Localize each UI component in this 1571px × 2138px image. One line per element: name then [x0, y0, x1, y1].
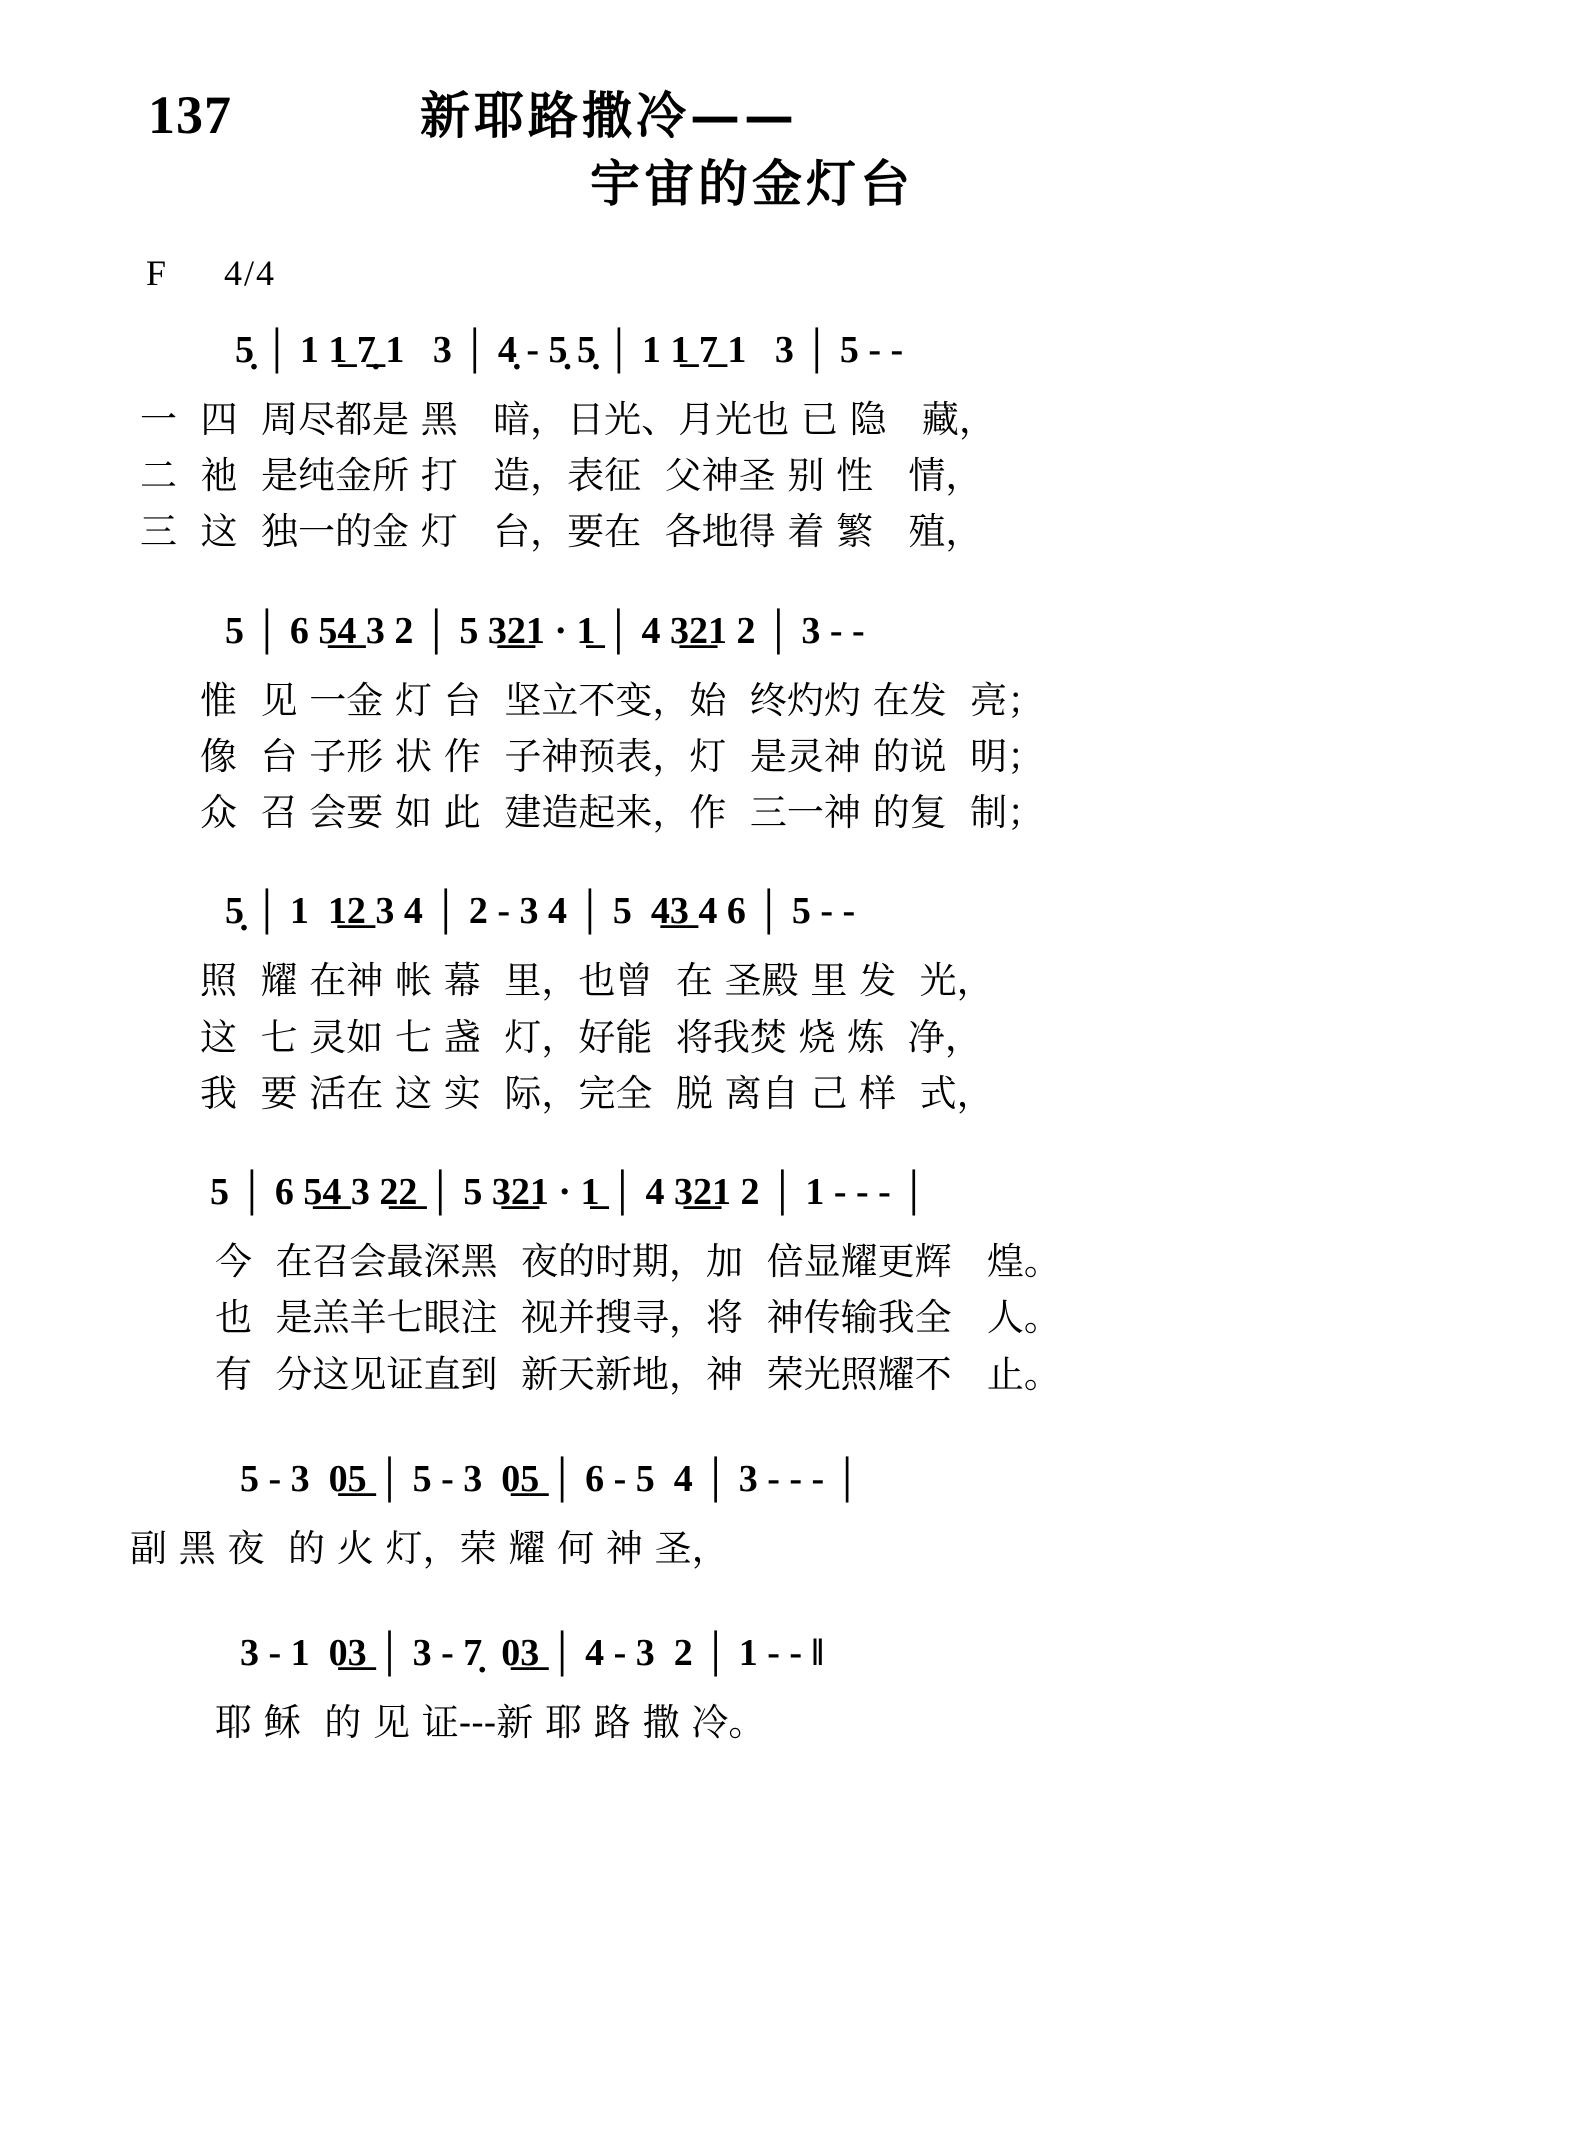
hymn-number: 137 [148, 85, 232, 145]
lyric-line: 也 是羔羊七眼注 视并搜寻，将 神传输我全 人。 [215, 1296, 1061, 1340]
lyric-line: 耶 稣 的 见 证---新 耶 路 撒 冷。 [215, 1701, 766, 1745]
lyric-line: 惟 见 一金 灯 台 坚立不变，始 终灼灼 在发 亮； [200, 678, 1045, 722]
notation-row: 5 │ 6 5̲4̲ 3 2 │ 5 3̲2̲1 · 1̲ │ 4 3̲2̲1 2 │ 3 - - [225, 609, 865, 652]
lyric-line: 有 分这见证直到 新天新地，神 荣光照耀不 止。 [215, 1352, 1061, 1396]
time-signature: 4/4 [224, 253, 277, 293]
notation-row: 3 - 1 0̲3̲ │ 3 - 7̣ 0̲3̲ │ 4 - 3 2 │ 1 - - ‖ [240, 1632, 824, 1675]
lyric-line: 三 这 独一的金 灯 台，要在 各地得 着 繁 殖， [140, 510, 983, 554]
hymn-title [420, 82, 1160, 217]
music-system-3 [0, 891, 1571, 1122]
lyric-line: 今 在召会最深黑 夜的时期，加 倍显耀更辉 煌。 [215, 1240, 1061, 1284]
key-and-time-signature [146, 252, 276, 294]
page-header [0, 0, 1571, 293]
music-system-chorus-1 [0, 1459, 1571, 1577]
title-line-2: 宇宙的金灯台 [590, 153, 914, 213]
notation-row: 5 │ 6 5̲4̲ 3 2̲2̲ │ 5 3̲2̲1 · 1̲ │ 4 3̲2̲1 2 │ 1 - - - │ [210, 1171, 928, 1214]
lyric-line: 我 要 活在 这 实 际，完全 脱 离自 己 样 式， [200, 1071, 994, 1115]
lyric-line: 这 七 灵如 七 盏 灯，好能 将我焚 烧 炼 净， [200, 1015, 982, 1059]
lyric-line: 一 四 周尽都是 黑 暗，日光、月光也 已 隐 藏， [140, 398, 996, 441]
lyric-line: 二 祂 是纯金所 打 造，表征 父神圣 别 性 情， [140, 454, 983, 498]
music-system-4 [0, 1172, 1571, 1403]
lyric-line: 照 耀 在神 帐 幕 里，也曾 在 圣殿 里 发 光， [200, 959, 994, 1003]
music-systems [0, 330, 1571, 1777]
notation-row: 5 - 3 0̲5̲ │ 5 - 3 0̲5̲ │ 6 - 5 4 │ 3 - - - │ [240, 1457, 861, 1500]
music-system-1 [0, 330, 1571, 561]
music-system-chorus-2 [0, 1633, 1571, 1751]
key-signature: F [146, 253, 169, 293]
lyric-line: 众 召 会要 如 此 建造起来，作 三一神 的复 制； [200, 791, 1045, 835]
notation-row: 5̣ │ 1 1̲2̲ 3 4 │ 2 - 3 4 │ 5 4̲3̲ 4 6 │ 5 - - [225, 890, 856, 933]
notation-row: 5̣ │ 1 1̲ 7̣̲ 1 3 │ 4̣ - 5̣ 5̣ │ 1 1̲ 7̲ 1 3 │ 5 - - [235, 329, 904, 371]
title-line-1: 新耶路撒冷—— [420, 86, 798, 145]
lyric-line: 副 黑 夜 的 火 灯，荣 耀 何 神 圣， [130, 1526, 729, 1570]
music-system-2 [0, 611, 1571, 842]
lyric-line: 像 台 子形 状 作 子神预表，灯 是灵神 的说 明； [200, 734, 1045, 778]
